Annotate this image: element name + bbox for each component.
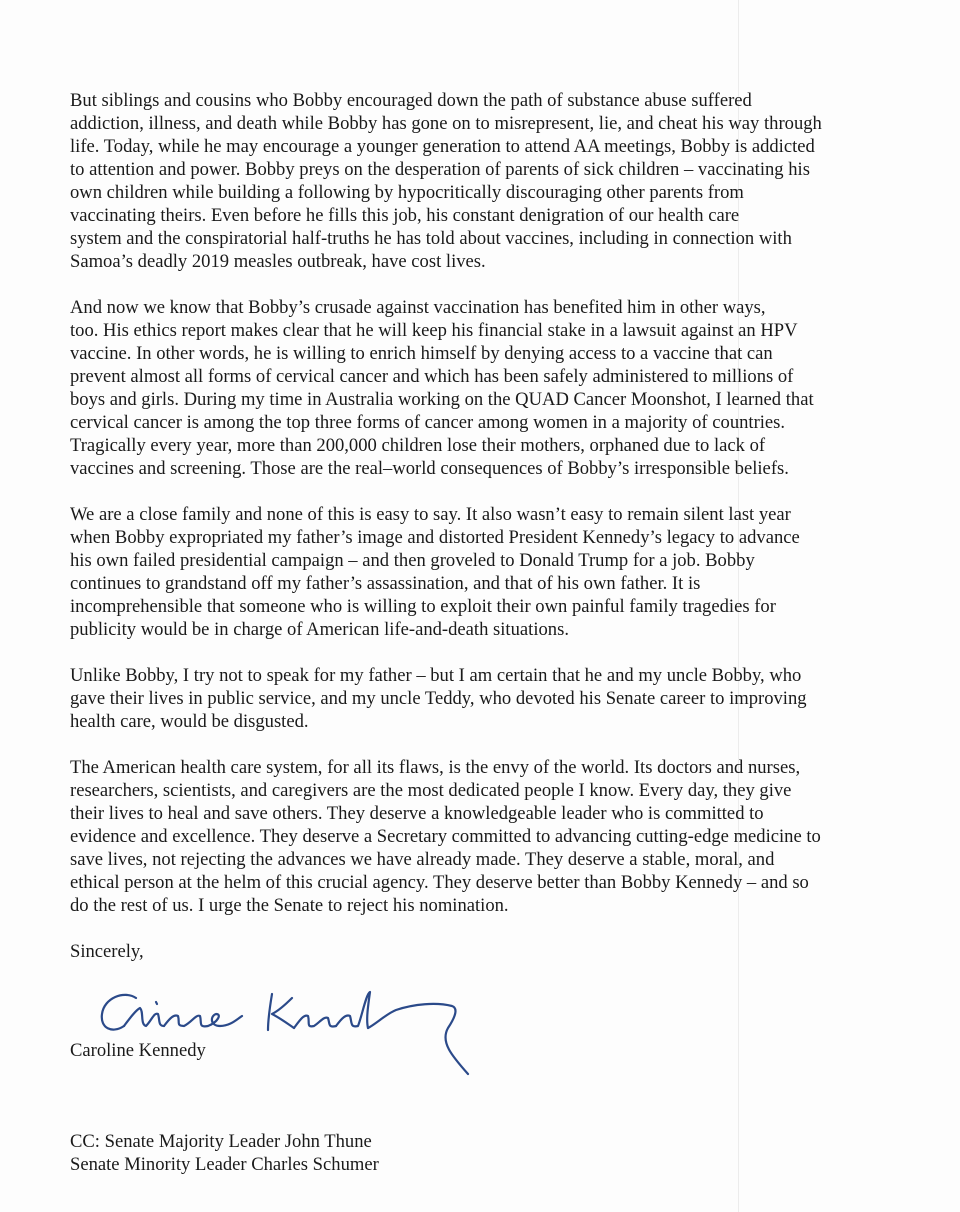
text-line: save lives, not rejecting the advances we have already made. They deserve a stable, moral, and	[70, 849, 775, 870]
text-line: cervical cancer is among the top three forms of cancer among women in a majority of countries.	[70, 412, 786, 433]
text-line: Unlike Bobby, I try not to speak for my father – but I am certain that he and my uncle Bobby, who	[70, 665, 802, 686]
letter-body	[70, 89, 900, 963]
text-line: ethical person at the helm of this crucial agency. They deserve better than Bobby Kennedy – and so	[70, 872, 809, 893]
text-line: their lives to heal and save others. They deserve a knowledgeable leader who is committed to	[70, 803, 764, 824]
signer-name: Caroline Kennedy	[70, 1040, 206, 1061]
text-line: Tragically every year, more than 200,000 children lose their mothers, orphaned due to lack of	[70, 435, 766, 456]
paragraph-1	[70, 89, 900, 273]
text-line: his own failed presidential campaign – and then groveled to Donald Trump for a job. Bobby	[70, 550, 755, 571]
text-line: boys and girls. During my time in Australia working on the QUAD Cancer Moonshot, I learned that	[70, 389, 814, 410]
text-line: vaccines and screening. Those are the real–world consequences of Bobby’s irresponsible beliefs.	[70, 458, 789, 479]
text-line: do the rest of us. I urge the Senate to reject his nomination.	[70, 895, 509, 916]
text-line: continues to grandstand off my father’s assassination, and that of his own father. It is	[70, 573, 701, 594]
cc-line: CC: Senate Majority Leader John Thune	[70, 1131, 372, 1152]
text-line: when Bobby expropriated my father’s image and distorted President Kennedy’s legacy to advance	[70, 527, 800, 548]
text-line: vaccinating theirs. Even before he fills this job, his constant denigration of our health care	[70, 205, 740, 226]
paragraph-2	[70, 296, 900, 480]
text-line: health care, would be disgusted.	[70, 711, 309, 732]
text-line: system and the conspiratorial half-truths he has told about vaccines, including in connection with	[70, 228, 792, 249]
text-line: prevent almost all forms of cervical cancer and which has been safely administered to millions of	[70, 366, 794, 387]
cc-line: Senate Minority Leader Charles Schumer	[70, 1154, 379, 1175]
paragraph-4	[70, 664, 900, 733]
text-line: gave their lives in public service, and my uncle Teddy, who devoted his Senate career to improving	[70, 688, 807, 709]
text-line: too. His ethics report makes clear that he will keep his financial stake in a lawsuit against an HPV	[70, 320, 798, 341]
cc-block	[70, 1130, 379, 1176]
text-line: own children while building a following by hypocritically discouraging other parents from	[70, 182, 744, 203]
text-line: But siblings and cousins who Bobby encouraged down the path of substance abuse suffered	[70, 90, 752, 111]
closing-salutation: Sincerely,	[70, 941, 144, 962]
text-line: The American health care system, for all its flaws, is the envy of the world. Its doctors and nurses,	[70, 757, 801, 778]
text-line: to attention and power. Bobby preys on the desperation of parents of sick children – vaccinating his	[70, 159, 810, 180]
paragraph-3	[70, 503, 900, 641]
text-line: We are a close family and none of this is easy to say. It also wasn’t easy to remain silent last year	[70, 504, 791, 525]
text-line: incomprehensible that someone who is willing to exploit their own painful family tragedies for	[70, 596, 776, 617]
text-line: addiction, illness, and death while Bobby has gone on to misrepresent, lie, and cheat his way through	[70, 113, 822, 134]
text-line: Samoa’s deadly 2019 measles outbreak, have cost lives.	[70, 251, 486, 272]
paragraph-5	[70, 756, 900, 917]
text-line: researchers, scientists, and caregivers are the most dedicated people I know. Every day, they give	[70, 780, 792, 801]
text-line: publicity would be in charge of American life-and-death situations.	[70, 619, 569, 640]
text-line: life. Today, while he may encourage a younger generation to attend AA meetings, Bobby is addicted	[70, 136, 815, 157]
text-line: And now we know that Bobby’s crusade against vaccination has benefited him in other ways,	[70, 297, 766, 318]
text-line: evidence and excellence. They deserve a Secretary committed to advancing cutting-edge medicine to	[70, 826, 821, 847]
text-line: vaccine. In other words, he is willing to enrich himself by denying access to a vaccine that can	[70, 343, 773, 364]
